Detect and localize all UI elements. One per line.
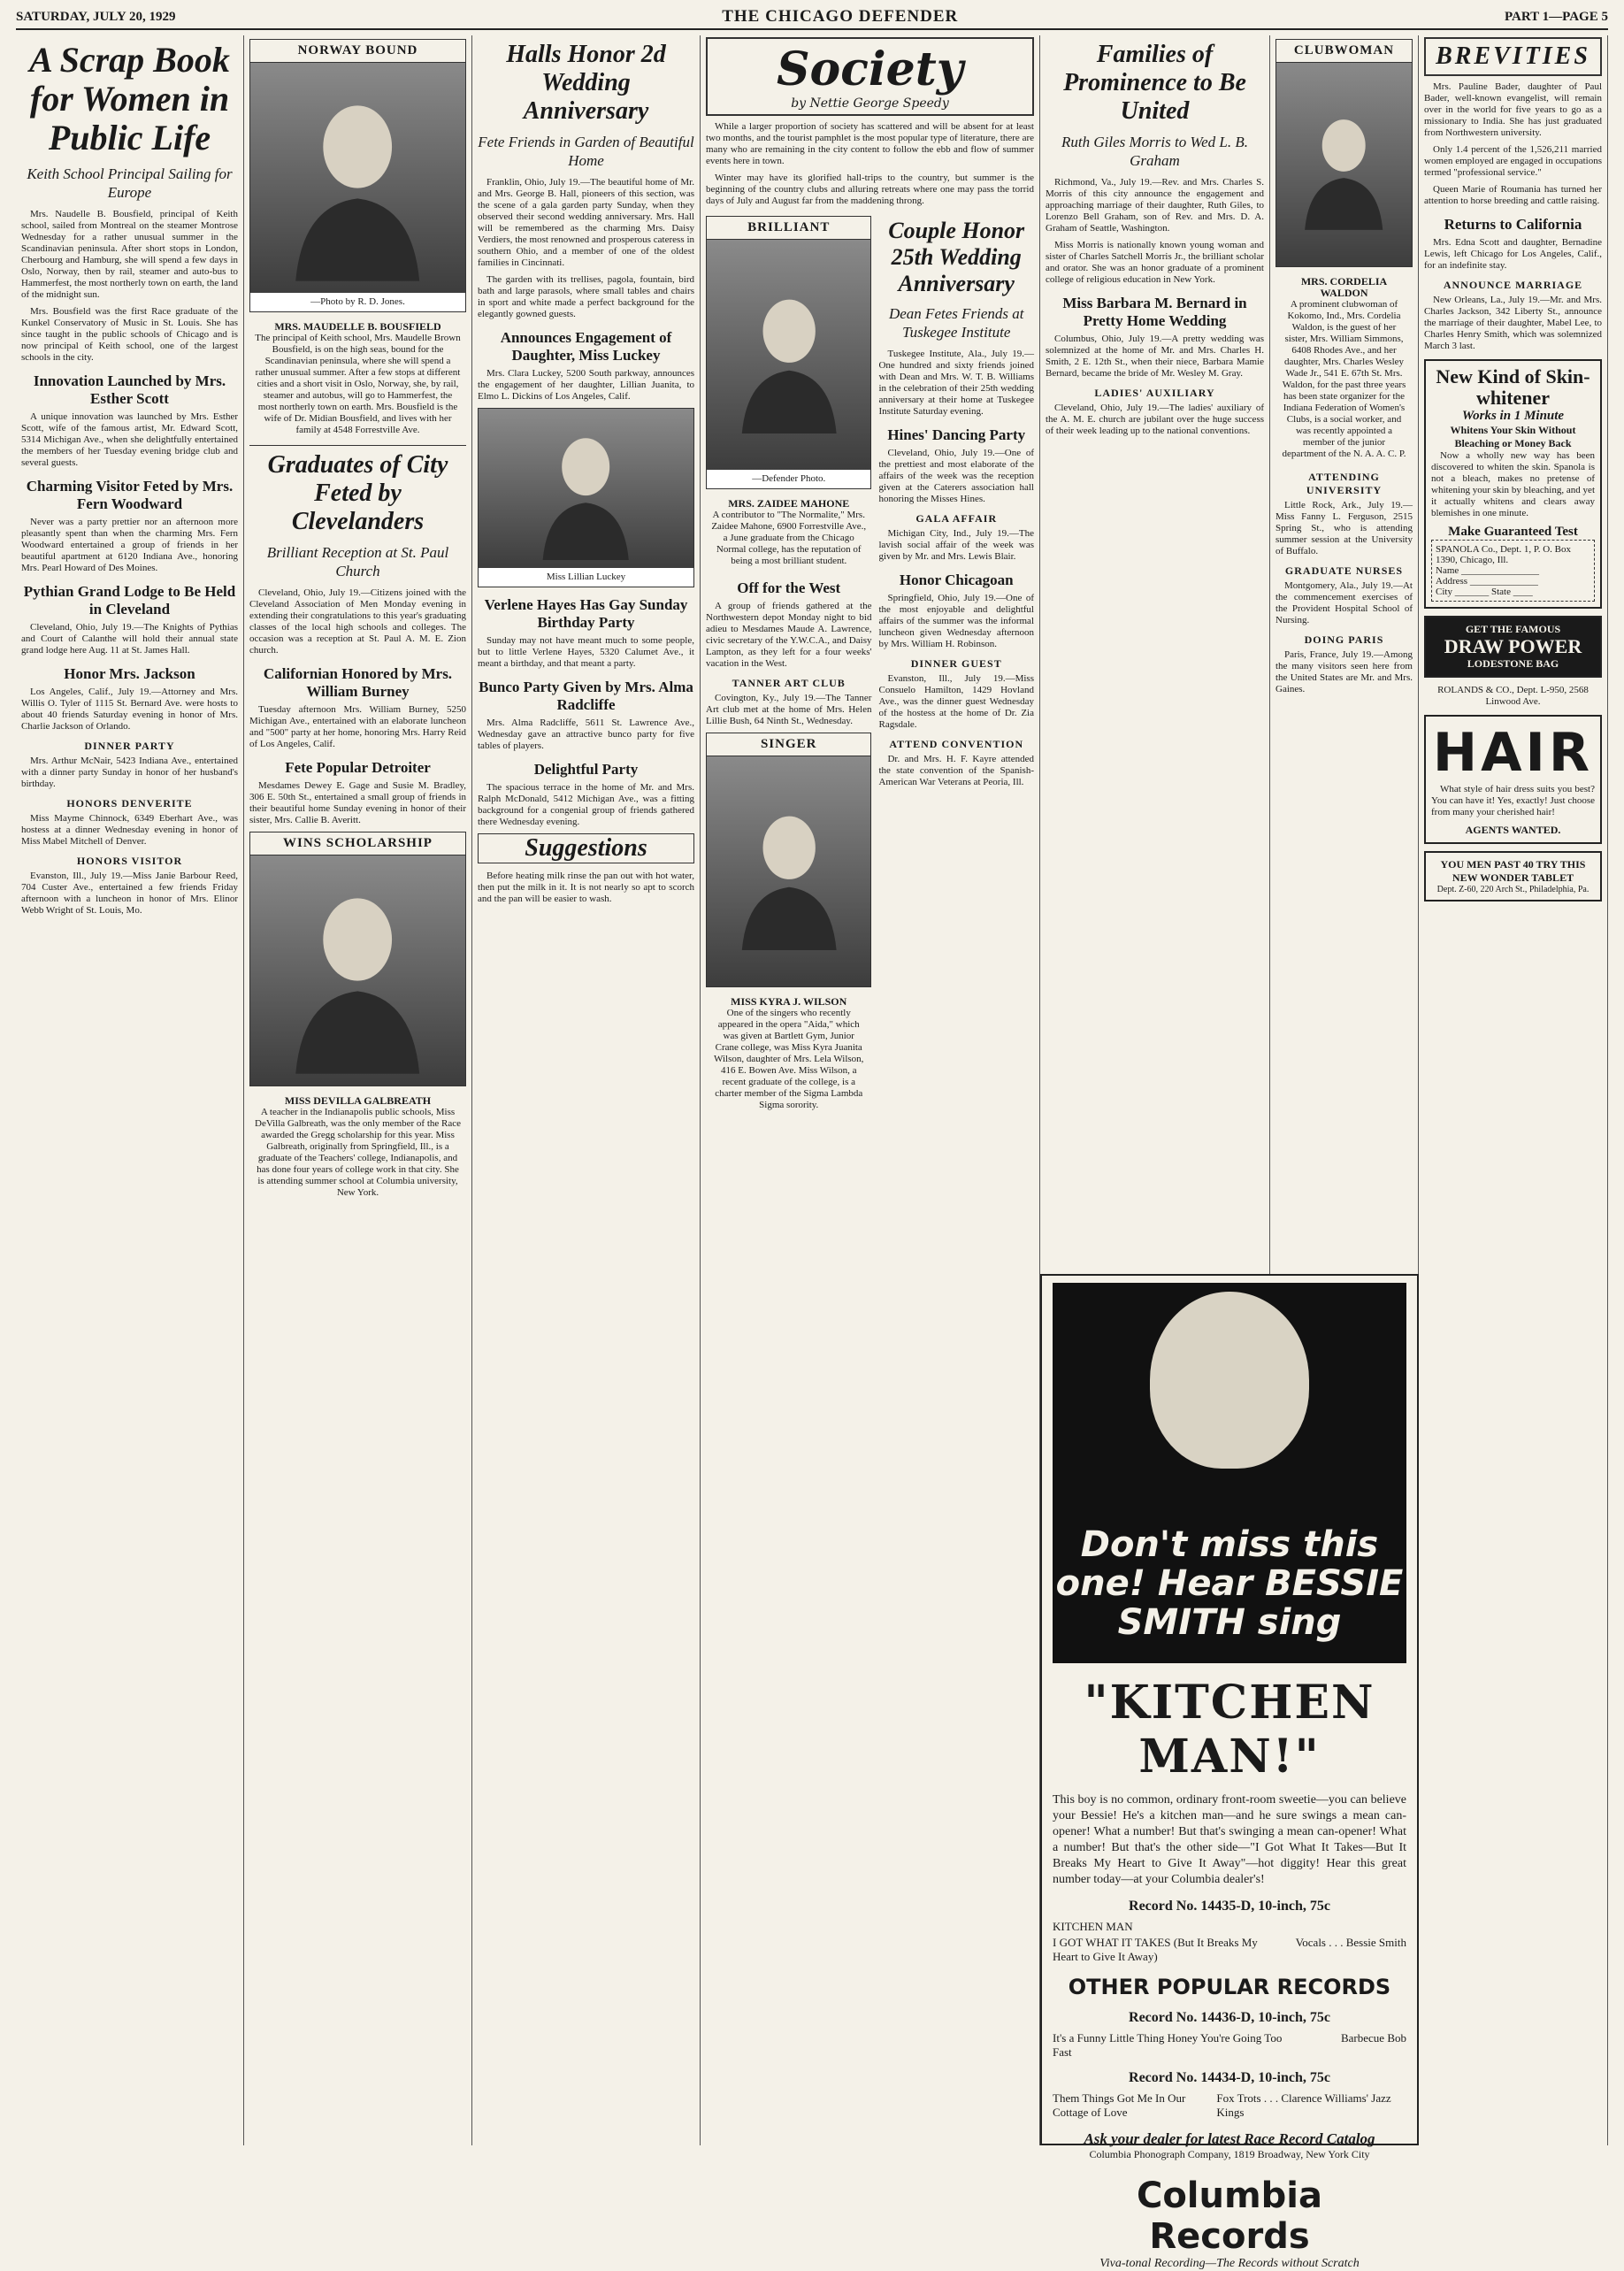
subhead-innovation: Innovation Launched by Mrs. Esther Scott [33, 372, 226, 407]
hair-ad [1424, 715, 1602, 844]
ad-guarantee: Make Guaranteed Test [1448, 525, 1578, 539]
article-paragraph: Never was a party prettier nor an afternoon more pleasantly spent than when the charming Mrs. Fern Woodward entertained a group of friends in her beautiful apartment at 6120 Indiana Ave., honoring Mrs. Pearl Howard of Des Moines. [21, 517, 238, 573]
headline-halls-honor: Halls Honor 2d Wedding Anniversary [506, 41, 666, 125]
photo-credit: —Defender Photo. [752, 473, 826, 484]
ad-product: NEW WONDER TABLET [1452, 871, 1574, 884]
minorhead-dinner-guest: DINNER GUEST [910, 657, 1002, 670]
coupon-state-label: State [1490, 587, 1511, 597]
photo-caption [706, 495, 871, 571]
photo-label: BRILLIANT [707, 217, 870, 240]
photo-caption [706, 993, 871, 1115]
other-records-heading: OTHER POPULAR RECORDS [1068, 1975, 1391, 1999]
ad-company: Columbia Phonograph Company, 1819 Broadway, New York City [1089, 2148, 1370, 2160]
article-paragraph: Sunday may not have meant much to some people, but to little Verlene Hayes, 5320 Calumet Ave., it meant a birthday, and that meant a party. [478, 635, 694, 669]
masthead-paper: THE CHICAGO DEFENDER [722, 7, 959, 26]
ad-tagline: Don't miss this one! Hear BESSIE SMITH sing [1055, 1524, 1404, 1643]
deck-keith-school: Keith School Principal Sailing for Europe [27, 165, 233, 201]
photo-label: WINS SCHOLARSHIP [250, 832, 465, 855]
subhead-honor-jackson: Honor Mrs. Jackson [64, 665, 195, 682]
column-1 [16, 35, 244, 2145]
article-paragraph: Mesdames Dewey E. Gage and Susie M. Bradley, 306 E. 50th St., entertained a small group of friends in their beautiful home Sunday evening in honor of their sister, Mrs. Callie B. Averitt. [249, 780, 466, 825]
article-paragraph: Michigan City, Ind., July 19.—The lavish social affair of the week was given by Mr. and Mrs. Lewis Blair. [878, 528, 1034, 562]
article-paragraph: A unique innovation was launched by Mrs. Esther Scott, wife of the famous artist, Mr. Edward Scott, 5314 Michigan Ave., when she delightfully entertained the members of her Tuesday evening bridge club and several guests. [21, 411, 238, 468]
subhead-detroiter: Fete Popular Detroiter [285, 759, 431, 776]
article-paragraph: Mrs. Alma Radcliffe, 5611 St. Lawrence Ave., Wednesday gave an attractive bunco party for five tables of players. [478, 717, 694, 751]
portrait-silhouette-icon [272, 74, 443, 281]
caption-name: MRS. MAUDELLE B. BOUSFIELD [274, 320, 441, 333]
coupon-city-line: City _______ State ____ [1436, 587, 1533, 597]
article-paragraph: Richmond, Va., July 19.—Rev. and Mrs. Charles S. Morris of this city announce the engagement and approaching marriage of their daughter, Ruth Giles, to Lorenzo Bell Graham, son of Rev. and Mrs. D. A. Graham of Seattle, Washington. [1046, 177, 1264, 234]
article-paragraph: Franklin, Ohio, July 19.—The beautiful home of Mr. and Mrs. George B. Hall, pioneers of this section, was the scene of a gala garden party Sunday, when they observed their second wedding anniversary. Mrs. Hall will be remembered as the charming Mrs. Daisy Verdiers, the most renowned and prosperous cateress in southern Ohio, and a member of one of the oldest families in Cincinnati. [478, 177, 694, 268]
article-paragraph: Queen Marie of Roumania has turned her attention to horse breeding and cattle raising. [1424, 184, 1602, 206]
portrait-silhouette-icon [724, 768, 854, 975]
subhead-verlene: Verlene Hayes Has Gay Sunday Birthday Party [484, 596, 688, 631]
ad-coupon [1431, 540, 1595, 602]
ad-pitch: This boy is no common, ordinary front-room sweetie—you can believe your Bessie! He's a kitchen man—and he sure swings a mean can-opener! What a number! But that's swinging a mean can-opener! What a number! But that's the other side—"I Got What It Takes—But It Breaks My Heart to Give It Away"—hot diggity! Hear this great number today—at your Columbia dealer's! [1053, 1793, 1406, 1886]
article-paragraph: Tuskegee Institute, Ala., July 19.—One hundred and sixty friends joined with Dean and Mrs. W. T. B. Williams in the celebration of their 25th wedding anniversary at their home at Tuskegee Institute Saturday evening. [878, 349, 1034, 417]
ad-song-title: "KITCHEN MAN!" [1084, 1676, 1375, 1784]
minorhead-nurses: GRADUATE NURSES [1284, 564, 1404, 577]
article-paragraph: Mrs. Bousfield was the first Race graduate of the Kunkel Conservatory of Music in St. Louis. She has since taught in the public schools of Chicago and is now principal of Keith school, one of the largest schools in the city. [21, 306, 238, 363]
columbia-records-ad [1040, 1274, 1419, 2270]
article-paragraph: Paris, France, July 19.—Among the many visitors seen here from the United States are Mr. and Mrs. Gaines. [1275, 649, 1413, 694]
article-paragraph: Cleveland, Ohio, July 19.—The ladies' auxiliary of the A. M. E. church are jubilant over the huge success of their week leading up to the national conventions. [1046, 403, 1264, 436]
track-title: KITCHEN MAN [1053, 1920, 1133, 1933]
caption-name: MISS DEVILLA GALBREATH [284, 1094, 432, 1107]
subhead-luckey: Announces Engagement of Daughter, Miss Luckey [500, 329, 672, 364]
minorhead-tanner: TANNER ART CLUB [732, 677, 846, 689]
subhead-charming-visitor: Charming Visitor Feted by Mrs. Fern Woodward [26, 478, 234, 512]
masthead [16, 5, 1608, 30]
caption-text: A prominent clubwoman of Kokomo, Ind., Mrs. Cordelia Waldon, is the guest of her sister, Mrs. William Simmons, 6408 Rhodes Ave., and her daughter, Mrs. Charles Wesley Wade Jr., 541 E. 67th St. Mrs. Waldon, for the past three years has been state organizer for the Indiana Federation of Women's Clubs, is a social worker, and was recently appointed a member of the junior department of the N. A. A. C. P. [1282, 299, 1406, 459]
caption-text: The principal of Keith school, Mrs. Maudelle Brown Bousfield, is on the high seas, bound for the Scandinavian peninsula, where she will spend a rather unusual summer. After a few stops at different cities and a short visit in Oslo, Norway, she, by rail, steamer and autobus, will go to Hammerfest, the most northerly town on earth. Mrs. Bousfield is the wife of Dr. Midian Bousfield, and lives with her family at 4548 Forrestville Ave. [255, 333, 461, 435]
caption-text: A contributor to "The Normalite," Mrs. Zaidee Mahone, 6900 Forrestville Ave., a June graduate from the Chicago Normal college, has the reputation of being a most brilliant student. [711, 510, 867, 566]
photo-label: SINGER [707, 733, 870, 756]
article-paragraph: The spacious terrace in the home of Mr. and Mrs. Ralph McDonald, 5412 Michigan Ave., was a fitting background for a congenial group of friends gathered there Wednesday evening. [478, 782, 694, 827]
subhead-off-west: Off for the West [737, 579, 841, 596]
record-number: Record No. 14436-D, 10-inch, 75c [1129, 2010, 1330, 2025]
photo-luckey [478, 408, 694, 587]
portrait-image [707, 756, 870, 986]
society-right-column [878, 212, 1034, 1115]
photo-singer [706, 733, 871, 987]
article-paragraph: Evanston, Ill., July 19.—Miss Janie Barbour Reed, 704 Custer Ave., entertained a few friends Friday afternoon with a luncheon in honor of Mrs. Elinor Webb Wright of St. Louis, Mo. [21, 871, 238, 916]
record-track [1053, 1936, 1406, 1964]
portrait-image [479, 409, 693, 568]
ad-body: Now a wholly new way has been discovered to whiten the skin. Spanola is not a bleach, makes no pretense of whitening your skin by bleaching, and yet it actually whitens and clears away blemishes in one minute. [1431, 450, 1595, 518]
minorhead-visitor: HONORS VISITOR [76, 855, 183, 867]
photo-brilliant [706, 216, 871, 489]
photo-label: CLUBWOMAN [1276, 40, 1412, 63]
masthead-page: PART 1—PAGE 5 [1505, 9, 1608, 24]
track-title: I GOT WHAT IT TAKES (But It Breaks My Heart to Give It Away) [1053, 1936, 1258, 1963]
track-artist: Fox Trots . . . Clarence Williams' Jazz Kings [1216, 2091, 1391, 2119]
ad-headline: New Kind of Skin-whitener [1436, 365, 1590, 409]
article-paragraph: Los Angeles, Calif., July 19.—Attorney and Mrs. Willis O. Tyler of 1115 St. Bernard Ave. were hosts to about 40 friends Saturday evening in honor of Mrs. Charlie Jackson of Orlando. [21, 687, 238, 732]
record-number: Record No. 14434-D, 10-inch, 75c [1129, 2070, 1330, 2085]
article-paragraph: Cleveland, Ohio, July 19.—The Knights of Pythias and Court of Calanthe will hold their annual state grand lodge here Aug. 11 at St. James Hall. [21, 622, 238, 656]
ad-banner [1053, 1283, 1406, 1663]
article-paragraph: Winter may have its glorified hall-trips to the country, but summer is the beginning of the country clubs and alluring retreats where one may pass the torrid days of July and August far from the maddening throng. [706, 173, 1034, 206]
society-byline: by Nettie George Speedy [791, 96, 949, 111]
minorhead-convention: ATTEND CONVENTION [889, 738, 1024, 750]
record-track [1053, 2031, 1406, 2060]
article-paragraph: Springfield, Ohio, July 19.—One of the most enjoyable and delightful affairs of the summer was the informal luncheon given Wednesday afternoon by Mrs. William H. Robinson. [878, 593, 1034, 649]
article-paragraph: Mrs. Pauline Bader, daughter of Paul Bader, well-known evangelist, will remain over in the world for five years to go as a missionary to India. She has just graduated from Northwestern university. [1424, 81, 1602, 138]
article-paragraph: Montgomery, Ala., July 19.—At the commencement exercises of the Provident Hospital School of Nursing. [1275, 580, 1413, 625]
ad-body: What style of hair dress suits you best? You can have it! Yes, exactly! Just choose from many your cherished hair! [1431, 784, 1595, 817]
coupon-city-label: City [1436, 587, 1452, 597]
caption-text: One of the singers who recently appeared in the opera "Aida," which was given at Bartlett Gym, Junior Crane college, was Miss Kyra Juanita Wilson, daughter of Mrs. Lela Wilson, 416 E. Bowen Ave. Miss Wilson, a recent graduate of the college, is a charter member of the Sigma Lambda Sigma sorority. [714, 1008, 864, 1110]
minorhead-gala: GALA AFFAIR [915, 512, 998, 525]
article-paragraph: Little Rock, Ark., July 19.—Miss Fanny L. Ferguson, 2515 Spring St., who is attending summer session at the University of Buffalo. [1275, 500, 1413, 556]
article-paragraph: Covington, Ky., July 19.—The Tanner Art club met at the home of Mrs. Helen Lillie Bush, 64 Ninth St., Wednesday. [706, 693, 872, 726]
portrait-silhouette-icon [1290, 73, 1398, 257]
ad-agents: AGENTS WANTED. [1465, 824, 1561, 836]
portrait-image [250, 855, 465, 1086]
track-artist: Barbecue Bob [1340, 2031, 1406, 2045]
deck-dean-fetes: Dean Fetes Friends at Tuskegee Institute [888, 305, 1024, 341]
deck-ruth-giles: Ruth Giles Morris to Wed L. B. Graham [1061, 134, 1248, 169]
singer-portrait [1150, 1292, 1309, 1469]
track-title: Them Things Got Me In Our Cottage of Love [1053, 2091, 1186, 2119]
photo-norway-bound [249, 39, 466, 312]
headline-couple-honor: Couple Honor 25th Wedding Anniversary [888, 218, 1025, 296]
article-paragraph: Mrs. Clara Luckey, 5200 South parkway, announces the engagement of her daughter, Lillian Juanita, to Elmo L. Dickins of Los Angeles, Calif. [478, 368, 694, 402]
divider [249, 445, 466, 446]
article-paragraph: Cleveland, Ohio, July 19.—Citizens joined with the Cleveland Association of Men Monday evening in extending their congratulations to this year's graduating classes of the local high schools and colleges. The occasion was a reception at St. Paul A. M. E. Zion church. [249, 587, 466, 656]
coupon-address-line: Address ______________ [1436, 576, 1538, 587]
minorhead-announce: ANNOUNCE MARRIAGE [1443, 279, 1583, 291]
caption-name: MISS KYRA J. WILSON [731, 995, 847, 1008]
article-paragraph: Miss Mayme Chinnock, 6349 Eberhart Ave., was hostess at a dinner Wednesday evening in honor of Miss Mabel Mitchell of Denver. [21, 813, 238, 847]
portrait-silhouette-icon [724, 251, 854, 458]
article-paragraph: Mrs. Edna Scott and daughter, Bernadine Lewis, left Chicago for Los Angeles, Calif., for an indefinite stay. [1424, 237, 1602, 271]
portrait-image [707, 240, 870, 470]
record-number: Record No. 14435-D, 10-inch, 75c [1129, 1899, 1330, 1914]
tablet-ad [1424, 851, 1602, 901]
society-left-column [706, 212, 871, 1115]
subhead-californian: Californian Honored by Mrs. William Burney [263, 665, 453, 700]
ad-product: LODESTONE BAG [1467, 657, 1559, 670]
subhead-chicagoan: Honor Chicagoan [899, 572, 1014, 588]
article-paragraph: Columbus, Ohio, July 19.—A pretty wedding was solemnized at the home of Mr. and Mrs. Charles H. Smith, 2 E. 12th St., when their niece, Barbara Mamie Bernard, became the bride of Mr. Wesley M. Gray. [1046, 334, 1264, 379]
record-track [1053, 2091, 1406, 2120]
article-paragraph: While a larger proportion of society has scattered and will be absent for at least two months, and the tourist pamphlet is the most popular type of literature, there are many who are remaining in the city content to follow the ebb and flow of summer events here in town. [706, 121, 1034, 166]
minorhead-university: ATTENDING UNIVERSITY [1306, 471, 1383, 496]
ad-subheadline: DRAW POWER [1444, 635, 1582, 657]
column-2 [244, 35, 472, 2145]
ad-company: Dept. Z-60, 220 Arch St., Philadelphia, Pa. [1436, 885, 1590, 894]
article-paragraph: Miss Morris is nationally known young woman and sister of Charles Satchell Morris Jr., the brilliant scholar and orator. She was an honor graduate of a prominent college of religious education in New York. [1046, 240, 1264, 285]
article-paragraph: Mrs. Arthur McNair, 5423 Indiana Ave., entertained with a dinner party Sunday in honor of her husband's birthday. [21, 756, 238, 789]
subhead-pythian: Pythian Grand Lodge to Be Held in Cleveland [23, 583, 236, 618]
portrait-silhouette-icon [500, 417, 671, 560]
article-paragraph: Mrs. Naudelle B. Bousfield, principal of Keith school, sailed from Montreal on the steamer Montrose Wednesday for a rather unusual summer in the Scandinavian peninsula. After short stops in London, Cherbourg and Hamburg, she will spend a few days in Oslo, Norway, then by rail, steamer and auto-bus to Hammerfest, the most northerly town on earth, the land of the midnight sun. [21, 209, 238, 300]
track-artist: Vocals . . . Bessie Smith [1295, 1936, 1406, 1949]
subhead-hines: Hines' Dancing Party [887, 426, 1026, 443]
article-paragraph: Before heating milk rinse the pan out with hot water, then put the milk in it. It is not nearly so apt to scorch and the pan will be easier to wash. [478, 871, 694, 904]
column-7 [1419, 35, 1608, 2145]
headline-graduates: Graduates of City Feted by Clevelanders [267, 451, 448, 535]
article-paragraph: Dr. and Mrs. H. F. Kayre attended the state convention of the Spanish-American War Veterans at Peoria, Ill. [878, 754, 1034, 787]
coupon-address: SPANOLA Co., Dept. 1, P. O. Box 1390, Chicago, Ill. [1436, 544, 1572, 565]
subhead-bernard: Miss Barbara M. Bernard in Pretty Home Wedding [1062, 295, 1247, 329]
minorhead-dinner-party: DINNER PARTY [84, 740, 175, 752]
photo-caption [1275, 272, 1413, 464]
columbia-logo: Columbia Records [1136, 2175, 1323, 2257]
subhead-delightful: Delightful Party [533, 761, 639, 778]
ad-promise: Whitens Your Skin Without Bleaching or Money Back [1450, 424, 1576, 449]
ad-headline: YOU MEN PAST 40 TRY THIS [1440, 858, 1586, 871]
article-paragraph: The garden with its trellises, pagola, fountain, bird bath and large parasols, where small tables and chairs in sport and white made a perfect background for the elegantly gowned guests. [478, 274, 694, 319]
subhead-bunco: Bunco Party Given by Mrs. Alma Radcliffe [479, 679, 693, 713]
minorhead-auxiliary: LADIES' AUXILIARY [1094, 387, 1215, 399]
article-paragraph: Cleveland, Ohio, July 19.—One of the prettiest and most elaborate of the affairs of the week was the reception given at the Caterers association hall honoring the Misses Hines. [878, 448, 1034, 504]
ad-headline: HAIR [1432, 722, 1594, 784]
headline-families: Families of Prominence to Be United [1063, 41, 1246, 125]
headline-scrap-book: A Scrap Book for Women in Public Life [29, 40, 230, 157]
record-track [1053, 1920, 1406, 1934]
track-title: It's a Funny Little Thing Honey You're Going Too Fast [1053, 2031, 1283, 2059]
skin-whitener-ad [1424, 359, 1602, 609]
photo-wins-scholarship [249, 832, 466, 1086]
ad-headline: GET THE FAMOUS [1465, 623, 1561, 635]
coupon-address-label: Address [1436, 576, 1468, 587]
column-4 [701, 35, 1040, 2145]
minorhead-denverite: HONORS DENVERITE [66, 797, 193, 809]
ad-company: ROLANDS & CO., Dept. L-950, 2568 Linwood Ave. [1437, 685, 1589, 707]
caption-name: MRS. ZAIDEE MAHONE [728, 497, 850, 510]
deck-reception: Brilliant Reception at St. Paul Church [266, 544, 449, 579]
caption-text: A teacher in the Indianapolis public schools, Miss DeVilla Galbreath, was the only member of the Race awarded the Gregg scholarship for this year. Miss Galbreath, originally from Springfield, Ill., is a graduate of the Teachers' college, Indianapolis, and has done four years of college work in that city. She is attending summer school at Columbia university, New York. [255, 1107, 462, 1198]
photo-caption: Miss Lillian Luckey [546, 572, 626, 582]
ad-subheadline: Works in 1 Minute [1461, 409, 1565, 423]
society-lower [706, 212, 1034, 1115]
coupon-name-line: Name ________________ [1436, 565, 1540, 576]
coupon-name-label: Name [1436, 565, 1459, 576]
article-paragraph: A group of friends gathered at the Northwestern depot Monday night to bid adieu to Mesdames Maude A. Lawrence, civic secretary of the Y.W.C.A., and Daisy Lampton, as they left for a four weeks' vacation in the West. [706, 601, 872, 669]
article-paragraph: New Orleans, La., July 19.—Mr. and Mrs. Charles Jackson, 342 Liberty St., announce the marriage of their daughter, Mabel Lee, to Charles Henry Smith, which was solemnized March 3 last. [1424, 295, 1602, 351]
society-title: Society [777, 42, 963, 96]
column-3 [472, 35, 701, 2145]
article-paragraph: Evanston, Ill., July 19.—Miss Consuelo Hamilton, 1429 Hovland Ave., was the dinner guest Wednesday of the hostess at the home of Dr. Zia Ragsdale. [878, 673, 1034, 730]
photo-clubwoman [1275, 39, 1413, 267]
lodestone-ad [1424, 616, 1602, 678]
society-banner [706, 37, 1034, 116]
article-paragraph: Only 1.4 percent of the 1,526,211 married women employed are engaged in occupations termed "professional service." [1424, 144, 1602, 178]
portrait-image [1276, 63, 1412, 266]
columbia-tagline: Viva-tonal Recording—The Records without Scratch [1099, 2257, 1360, 2270]
article-paragraph: Tuesday afternoon Mrs. William Burney, 5250 Michigan Ave., entertained with an elaborate luncheon and "500" party at her home, honoring Mrs. Harry Reid of Los Angeles, Calif. [249, 704, 466, 749]
minorhead-paris: DOING PARIS [1304, 633, 1384, 646]
portrait-image [250, 63, 465, 293]
photo-caption [249, 318, 466, 440]
caption-name: MRS. CORDELIA WALDON [1300, 275, 1388, 299]
deck-fete-friends: Fete Friends in Garden of Beautiful Home [478, 134, 694, 169]
suggestions-heading: Suggestions [478, 833, 694, 863]
photo-credit: —Photo by R. D. Jones. [310, 296, 405, 307]
photo-caption [249, 1092, 466, 1202]
photo-label: NORWAY BOUND [250, 40, 465, 63]
masthead-date: SATURDAY, JULY 20, 1929 [16, 9, 176, 24]
brevities-banner: BREVITIES [1424, 37, 1602, 76]
ad-dealer-note: Ask your dealer for latest Race Record Catalog [1084, 2130, 1375, 2147]
subhead-returns: Returns to California [1444, 216, 1582, 233]
portrait-silhouette-icon [272, 867, 443, 1074]
